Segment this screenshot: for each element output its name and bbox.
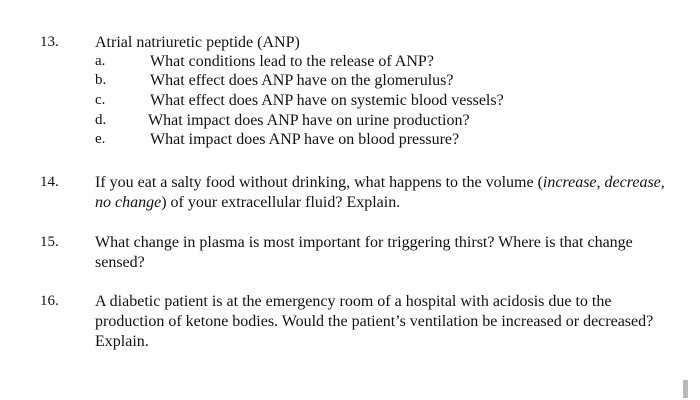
sub-text: What effect does ANP have on the glomerulus?	[150, 72, 454, 89]
question-line-2: production of ketone bodies. Would the patient’s ventilation be increased or decreased?	[95, 313, 654, 330]
question-line-2	[95, 193, 700, 212]
question-text: ) of your extracellular fluid? Explain.	[161, 194, 401, 211]
question-line-1: A diabetic patient is at the emergency room of a hospital with acidosis due to the	[95, 293, 612, 310]
question-number: 14.	[40, 174, 59, 190]
question-line-3: Explain.	[95, 333, 149, 350]
sub-letter: c.	[95, 92, 106, 108]
question-number: 13.	[40, 34, 59, 50]
sub-question-b	[0, 71, 700, 91]
sub-text: What effect does ANP have on systemic blood vessels?	[150, 92, 504, 109]
question-line-2: sensed?	[95, 254, 145, 271]
question-title: Atrial natriuretic peptide (ANP)	[95, 34, 300, 51]
sub-question-c	[0, 91, 700, 111]
question-option-italic: no change	[95, 194, 162, 211]
sub-text: What conditions lead to the release of ANP?	[150, 53, 434, 70]
sub-letter: e.	[95, 131, 106, 147]
sub-text: What impact does ANP have on urine production?	[148, 112, 470, 129]
sub-letter: b.	[95, 72, 107, 88]
question-line-1: What change in plasma is most important for triggering thirst? Where is that change	[95, 234, 633, 251]
sub-text: What impact does ANP have on blood pressure?	[150, 131, 460, 148]
question-text: If you eat a salty food without drinking, what happens to the volume (	[95, 174, 543, 191]
scrollbar-thumb[interactable]	[683, 380, 688, 398]
question-number: 16.	[40, 293, 59, 309]
question-options-italic: increase, decrease,	[542, 174, 665, 191]
sub-question-e	[0, 130, 700, 150]
sub-letter: d.	[95, 112, 107, 128]
question-line-1	[95, 173, 700, 192]
question-number: 15.	[40, 234, 59, 250]
sub-question-a	[0, 52, 700, 72]
sub-question-d	[0, 111, 700, 131]
sub-letter: a.	[95, 53, 106, 69]
